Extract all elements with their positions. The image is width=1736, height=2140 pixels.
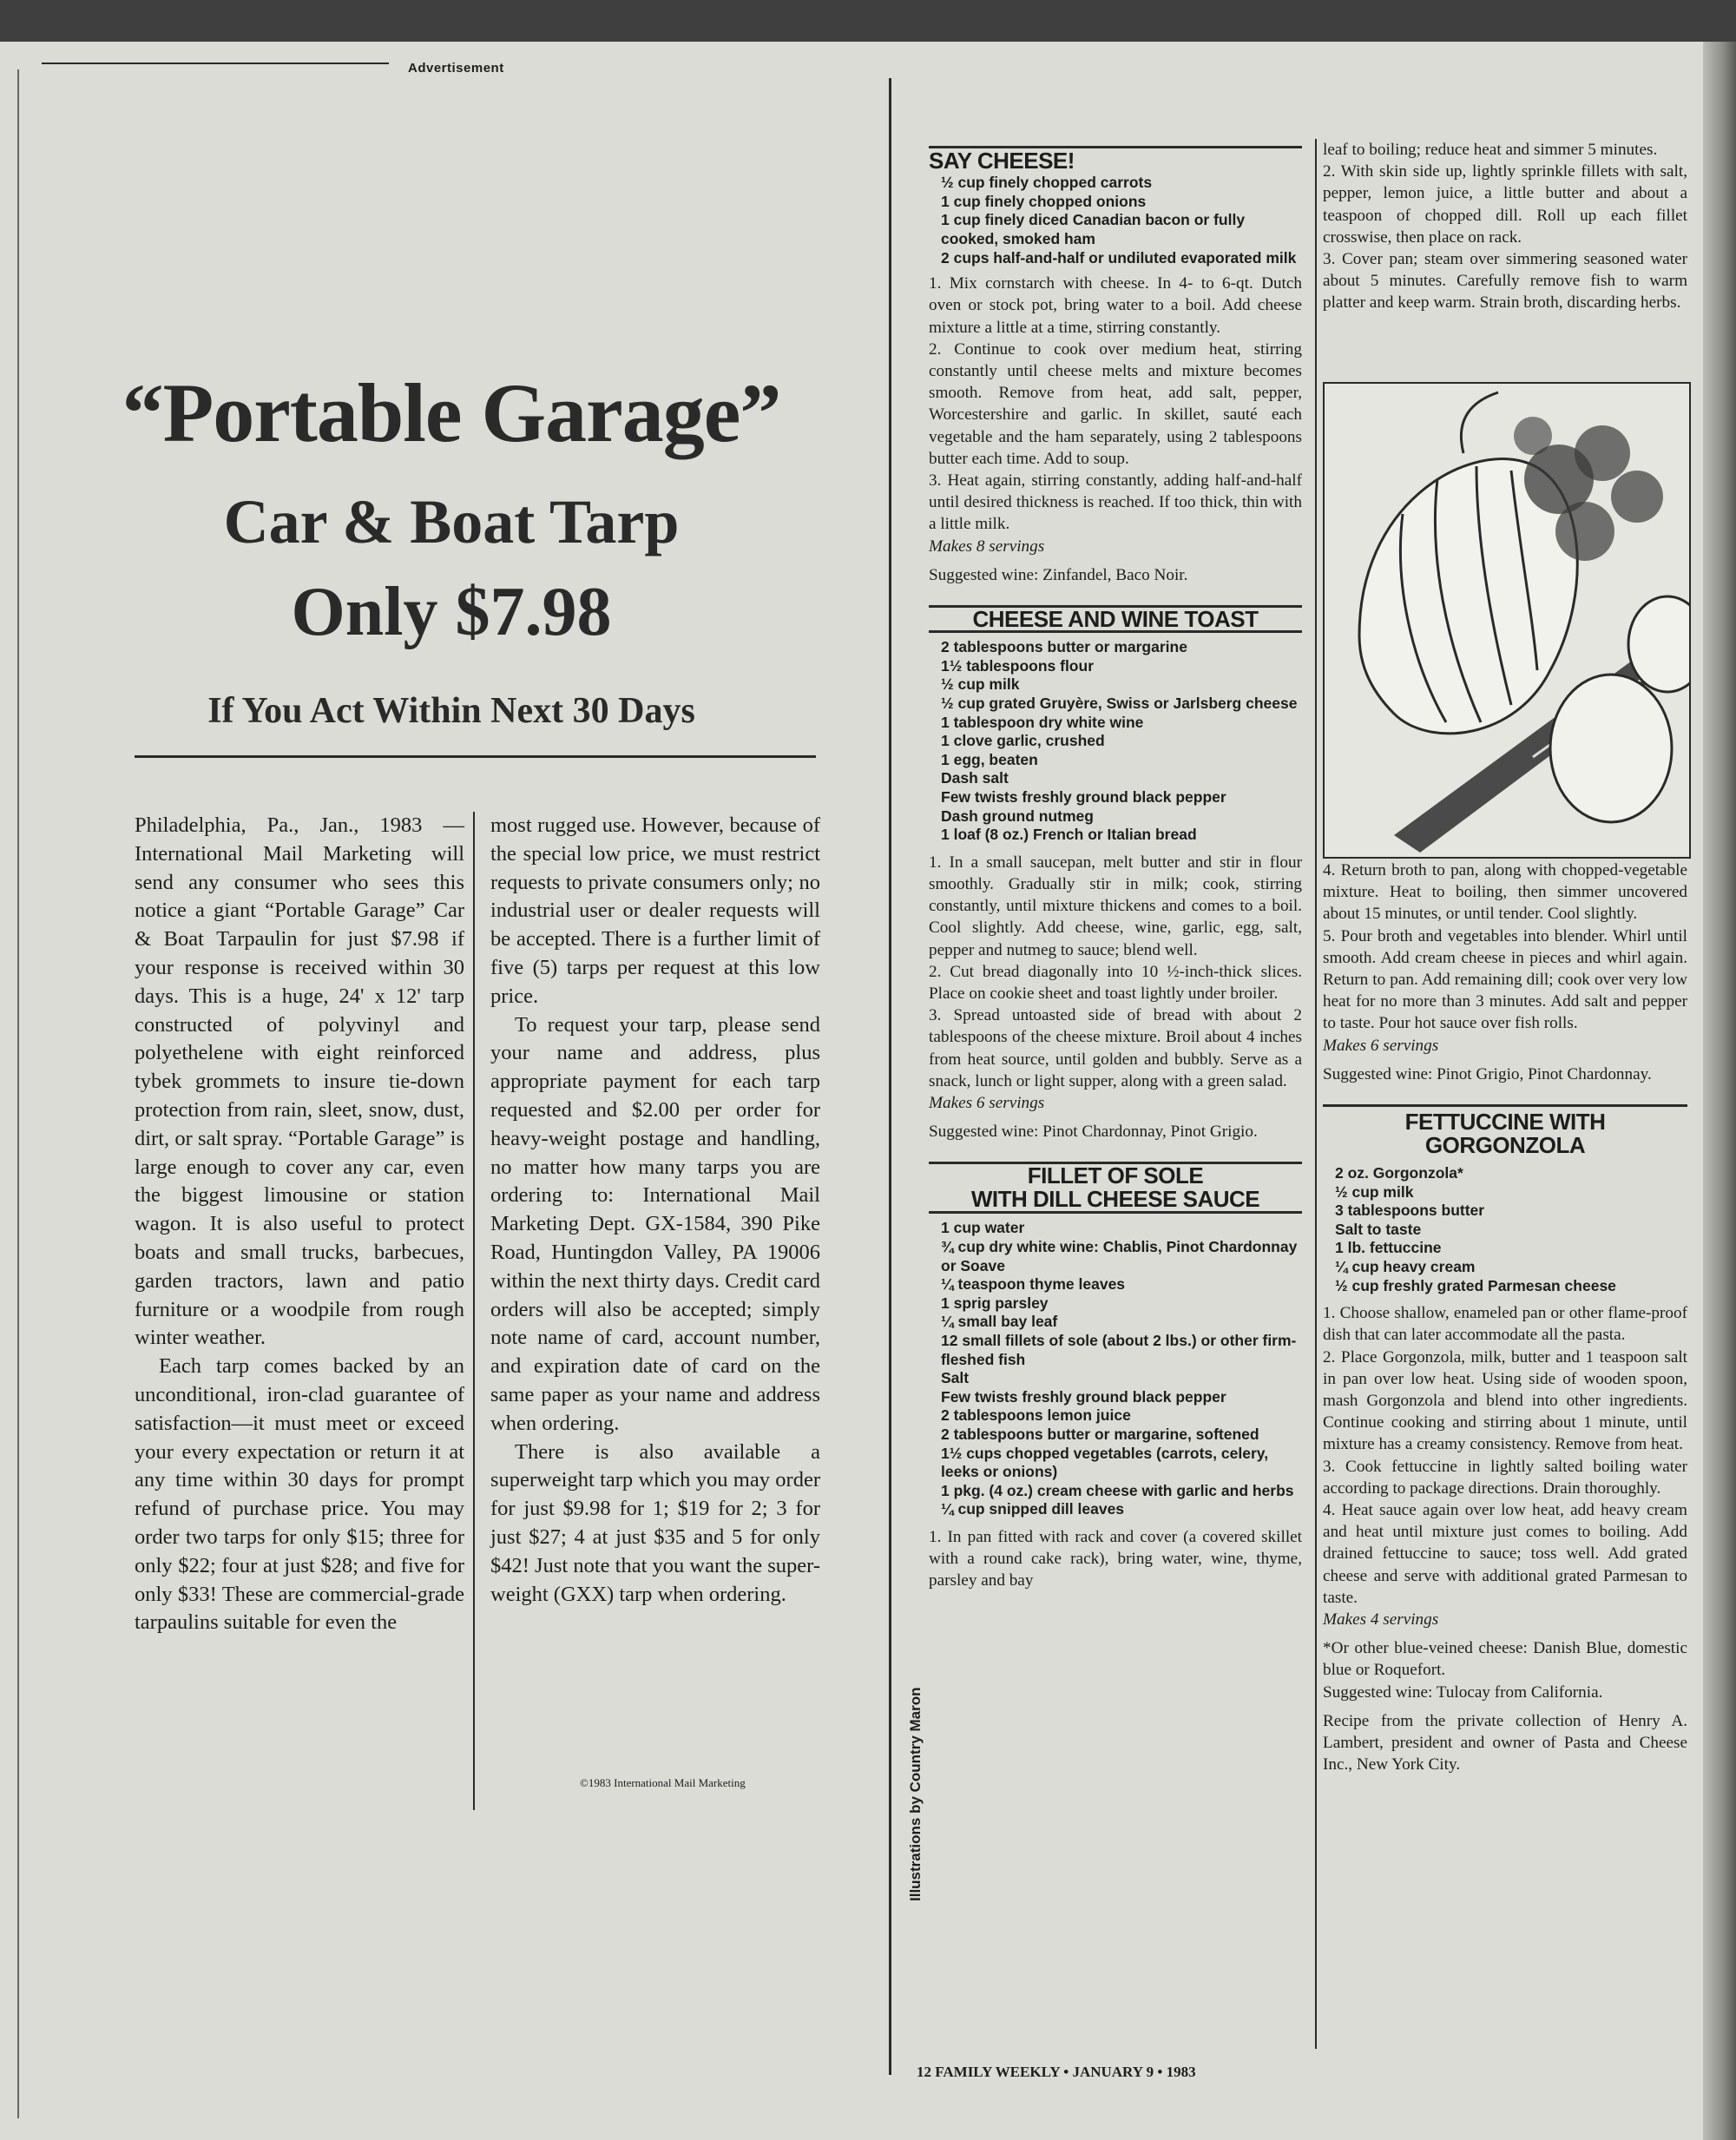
sole-title-line2: WITH DILL CHEESE SAUCE xyxy=(970,1186,1260,1213)
ingredient: 3 tablespoons butter xyxy=(1335,1202,1485,1220)
ingredient: Few twists freshly ground black pepper xyxy=(941,1387,1226,1406)
ingredient: 2 tablespoons butter or margarine xyxy=(941,638,1187,656)
toast-ingredients xyxy=(941,638,1302,845)
recipe-step: 3. Heat again, stirring constantly, adding half-and-half until desired thickness is reached. If too thick, thin with a little milk. xyxy=(929,471,1302,534)
makes-servings: Makes 8 servings xyxy=(929,537,1045,556)
recipe-step: 2. Cut bread diagonally into 10 ½-inch-thick slices. Place on cookie sheet and toast lightly under broiler. xyxy=(929,962,1302,1003)
ad-paragraph: most rugged use. However, because of the special low price, we must restrict requests to private consumers only; no industrial user or dealer requests will be accepted. There is a further limit of five (5) tarps per request at this low price. xyxy=(490,813,820,1008)
recipe-step: 2. With skin side up, lightly sprinkle fillets with salt, pepper, lemon juice, a little butter and about a teaspoon of chopped dill. Roll up each fillet crosswise, then place on rack. xyxy=(1323,162,1687,247)
ingredient: 1 loaf (8 oz.) French or Italian bread xyxy=(941,826,1197,844)
illustration-credit: Illustrations by Country Maron xyxy=(907,1687,924,1901)
ad-paragraph: To request your tarp, please send your name and address, plus appropriate payment for each tarp requested and $2.00 per order for heavy-weight postage and handling, no matter how many tarps you are ordering to: International Mail Marketing Dept. GX-1584, 390 Pike Road, Huntingdon Valley, PA 19006 within the next thirty days. Credit card orders will also be accepted; simply note name of card, account number, and expiration date of card on the same paper as your name and address when ordering. xyxy=(490,1012,820,1435)
ad-copyright: ©1983 International Mail Marketing xyxy=(580,1776,746,1789)
ingredient: ½ cup grated Gruyère, Swiss or Jarlsberg cheese xyxy=(941,695,1298,712)
ingredient: ¾ cup dry white wine: Chablis, Pinot Chardonnay or Soave xyxy=(941,1237,1298,1274)
recipe-step: 1. Mix cornstarch with cheese. In 4- to 6-qt. Dutch oven or stock pot, bring water to a boil. Add cheese mixture a little at a time, stirring constantly. xyxy=(929,274,1302,337)
page-column-divider xyxy=(889,78,891,2075)
ingredient: 1 tablespoon dry white wine xyxy=(941,713,1144,731)
ingredient: ¼ small bay leaf xyxy=(941,1313,1058,1331)
ingredient: ½ cup freshly grated Parmesan cheese xyxy=(1335,1276,1616,1294)
recipe-step: 2. Continue to cook over medium heat, stirring constantly until cheese melts and mixture becomes smooth. Remove from heat, add salt, pepper, Worcestershire and garlic. In skillet, sauté each vegetable and the ham separately, using 2 tablespoons butter each time. Add to soup. xyxy=(929,339,1302,468)
recipe-step: 3. Cook fettuccine in lightly salted boiling water according to package directions. Drain thoroughly. xyxy=(1323,1457,1687,1498)
ad-headline-car-boat-tarp: Car & Boat Tarp xyxy=(223,487,680,556)
recipe-step: 3. Cover pan; steam over simmering seasoned water about 5 minutes. Carefully remove fish to warm platter and keep warm. Strain broth, discarding herbs. xyxy=(1323,250,1687,313)
ad-paragraph: Philadelphia, Pa., Jan., 1983 —International Mail Marketing will send any consumer who sees this notice a giant “Portable Garage” Car & Boat Tarpaulin for just $7.98 if your response is received within 30 days. This is a huge, 24' x 12' tarp constructed of polyvinyl and polyethelene with eight reinforced tybek grommets to insure tie-down protection from rain, sleet, snow, dust, dirt, or salt spray. “Portable Garage” is large enough to cover any car, even the biggest limousine or station wagon. It is also useful to protect boats and small trucks, barbecues, garden tractors, lawn and patio furniture or a woodpile from rough winter weather. xyxy=(135,813,464,1350)
recipe-column-right-lower xyxy=(1323,859,1687,1775)
onion-eggs-knife-illustration xyxy=(1323,382,1691,859)
fettuccine-ingredients xyxy=(1335,1164,1687,1295)
ingredient: Salt to taste xyxy=(1335,1220,1422,1238)
cheese-wine-toast-title: CHEESE AND WINE TOAST xyxy=(929,605,1302,633)
top-rule xyxy=(42,63,389,64)
ingredient: 1 cup finely diced Canadian bacon or fully cooked, smoked ham xyxy=(941,211,1246,247)
recipe-step: 2. Place Gorgonzola, milk, butter and 1 teaspoon salt in pan over low heat. Using side of wooden spoon, mash Gorgonzola and blend into other ingredients. Continue cooking and stirring about 1 minute, until mixture has a creamy consistency. Remove from heat. xyxy=(1323,1347,1687,1454)
recipe-step: 1. In a small saucepan, melt butter and stir in flour smoothly. Gradually stir in milk; cook, stirring constantly, until mixture thickens and comes to a boil. Cool slightly. Add cheese, wine, garlic, egg, salt, pepper and nutmeg to sauce; blend well. xyxy=(929,853,1302,959)
sole-ingredients xyxy=(941,1219,1302,1519)
fettuccine-title-line2: GORGONZOLA xyxy=(1424,1132,1586,1159)
recipe-step: 4. Heat sauce again over low heat, add heavy cream and heat until mixture just comes to boiling. Add drained fettuccine to sauce; toss well. Add grated cheese and serve with additional grated Parmesan to taste. xyxy=(1323,1501,1687,1607)
ingredient: ½ cup milk xyxy=(941,675,1020,694)
ingredient: ¼ cup heavy cream xyxy=(1335,1258,1476,1275)
ingredient: ¼ teaspoon thyme leaves xyxy=(941,1275,1126,1294)
suggested-wine: Suggested wine: Pinot Grigio, Pinot Chardonnay. xyxy=(1323,1064,1652,1083)
ad-column-2 xyxy=(490,812,820,1609)
ingredient: 2 tablespoons butter or margarine, softened xyxy=(941,1425,1259,1443)
sole-title xyxy=(929,1162,1302,1214)
recipe-source: Recipe from the private collection of Henry A. Lambert, president and owner of Pasta and Cheese Inc., New York City. xyxy=(1323,1711,1687,1775)
suggested-wine: Suggested wine: Tulocay from California. xyxy=(1323,1682,1603,1702)
ingredient: 2 oz. Gorgonzola* xyxy=(1335,1164,1463,1182)
ingredient: 1 pkg. (4 oz.) cream cheese with garlic and herbs xyxy=(941,1481,1294,1499)
ingredient: ½ cup finely chopped carrots xyxy=(941,174,1153,192)
ingredient: 2 cups half-and-half or undiluted evaporated milk xyxy=(941,248,1297,267)
recipe-step: leaf to boiling; reduce heat and simmer 5 minutes. xyxy=(1323,141,1658,159)
ingredient: 1½ tablespoons flour xyxy=(941,656,1094,675)
ad-headline-portable-garage: “Portable Garage” xyxy=(122,366,781,459)
ingredient: 1 sprig parsley xyxy=(941,1294,1049,1312)
ingredient: Dash ground nutmeg xyxy=(941,807,1094,825)
ad-paragraph: Each tarp comes backed by an unconditional, iron-clad guarantee of satisfaction—it must meet or exceed your every expectation or return it at any time within 30 days for prompt refund of purchase price. You may order two tarps for only $15; three for only $22; four at just $28; and five for only $33! These are commercial-grade tarpaulins suitable for even the xyxy=(135,1354,464,1635)
ingredient: Few twists freshly ground black pepper xyxy=(941,787,1226,806)
ingredient: 1 cup water xyxy=(941,1219,1025,1237)
page-footer: 12 FAMILY WEEKLY • JANUARY 9 • 1983 xyxy=(917,2064,1196,2080)
recipe-step: 4. Return broth to pan, along with chopped-vegetable mixture. Heat to boiling, then simmer uncovered about 15 minutes, or until tender. Cool slightly. xyxy=(1323,861,1687,924)
ingredient: 1 egg, beaten xyxy=(941,750,1038,768)
ingredient: ¼ cup snipped dill leaves xyxy=(941,1500,1125,1518)
recipe-step: 1. Choose shallow, enameled pan or other flame-proof dish that can later accommodate all the pasta. xyxy=(1323,1304,1687,1345)
ad-headline-price: Only $7.98 xyxy=(291,574,612,650)
suggested-wine: Suggested wine: Zinfandel, Baco Noir. xyxy=(929,565,1188,584)
ingredient: 12 small fillets of sole (about 2 lbs.) or other firm-fleshed fish xyxy=(941,1331,1297,1368)
recipe-step: 1. In pan fitted with rack and cover (a covered skillet with a round cake rack), bring water, wine, thyme, parsley and bay xyxy=(929,1527,1302,1590)
ingredient: ½ cup milk xyxy=(1335,1182,1414,1201)
sole-title-line1: FILLET OF SOLE xyxy=(1027,1162,1204,1189)
illustration-drawing xyxy=(1325,384,1689,857)
ad-paragraph: There is also available a superweight tarp which you may order for just $9.98 for 1; $19 for 2; 3 for just $27; 4 at just $35 and 5 for only $42! Just note that you want the super-weight (GXX) tarp when ordering. xyxy=(490,1439,820,1606)
ingredient: Salt xyxy=(941,1369,970,1387)
makes-servings: Makes 4 servings xyxy=(1323,1610,1439,1630)
recipe-column-divider xyxy=(1315,139,1317,2049)
ingredient: 1 lb. fettuccine xyxy=(1335,1239,1442,1257)
ad-headline-rule xyxy=(135,755,816,758)
recipe-column-left xyxy=(929,146,1302,1592)
ad-column-divider xyxy=(473,812,475,1810)
ingredient: Dash salt xyxy=(941,769,1009,787)
left-edge-rule xyxy=(17,69,19,2118)
ingredient: 1 clove garlic, crushed xyxy=(941,732,1105,750)
suggested-wine: Suggested wine: Pinot Chardonnay, Pinot Grigio. xyxy=(929,1123,1258,1142)
ingredient: 1 cup finely chopped onions xyxy=(941,192,1147,210)
recipe-step: 3. Spread untoasted side of bread with about 2 tablespoons of the cheese mixture. Broil about 4 inches from heat source, until golden and bubbly. Serve as a snack, lunch or light supper, along with a green salad. xyxy=(929,1006,1302,1090)
fettuccine-title xyxy=(1323,1104,1687,1157)
ingredient: 1½ cups chopped vegetables (carrots, celery, leeks or onions) xyxy=(941,1444,1269,1481)
recipe-step: 5. Pour broth and vegetables into blender. Whirl until smooth. Add cream cheese in pieces and whirl again. Return to pan. Add remaining dill; cook over very low heat for no more than 3 minutes. Add salt and pepper to taste. Pour hot sauce over fish rolls. xyxy=(1323,926,1687,1033)
advertisement-label: Advertisement xyxy=(408,61,504,76)
ad-column-1 xyxy=(135,812,464,1637)
say-cheese-ingredients xyxy=(941,174,1302,267)
recipe-column-right xyxy=(1323,139,1687,314)
scan-right-edge xyxy=(1703,42,1736,2140)
fettuccine-title-line1: FETTUCCINE WITH xyxy=(1404,1109,1606,1136)
footnote: *Or other blue-veined cheese: Danish Blue, domestic blue or Roquefort. xyxy=(1323,1639,1687,1680)
makes-servings: Makes 6 servings xyxy=(1323,1036,1439,1055)
say-cheese-title: SAY CHEESE! xyxy=(929,146,1302,172)
scan-top-border xyxy=(0,0,1736,42)
makes-servings: Makes 6 servings xyxy=(929,1093,1045,1112)
ad-subheadline: If You Act Within Next 30 Days xyxy=(207,691,695,731)
ingredient: 2 tablespoons lemon juice xyxy=(941,1406,1131,1425)
